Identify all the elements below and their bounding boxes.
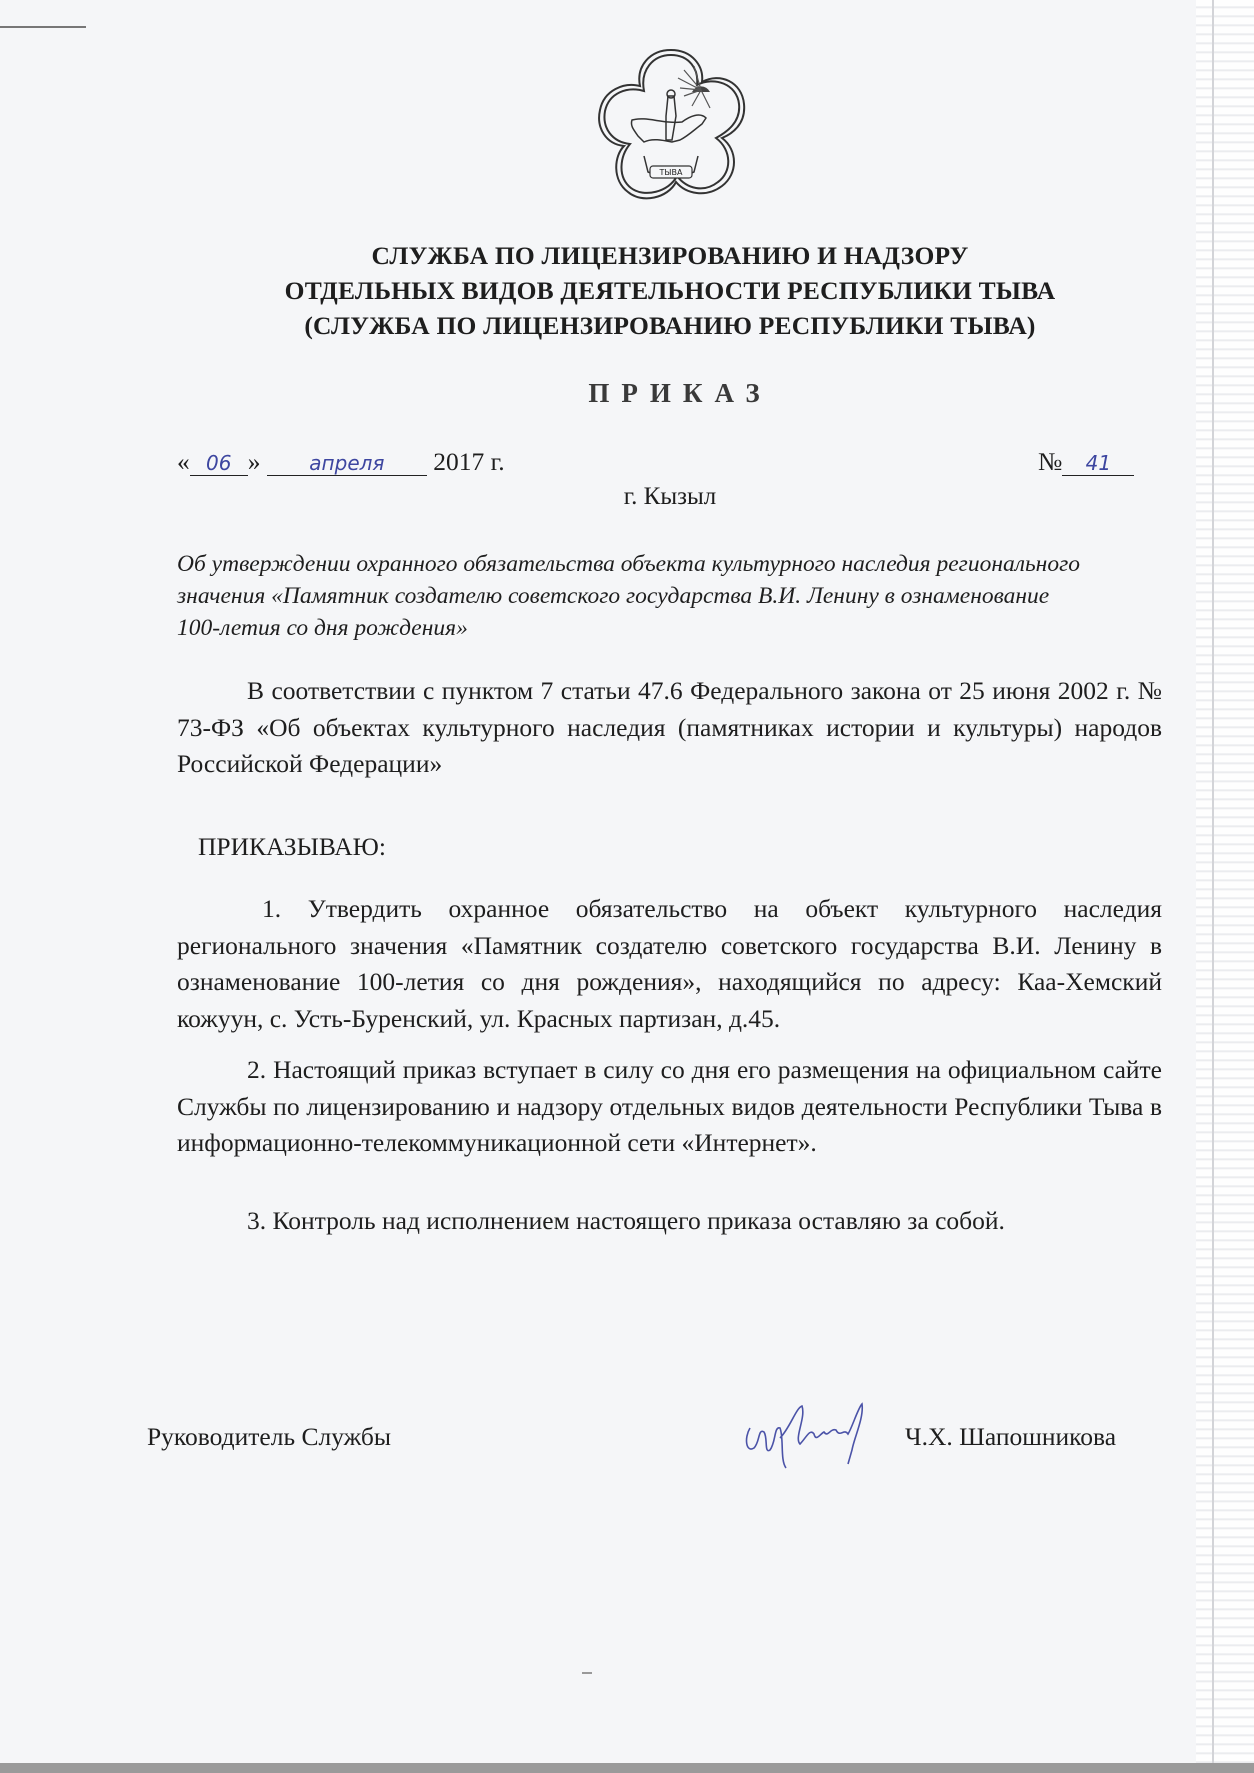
order-date: [177, 447, 505, 477]
date-open-quote: «: [177, 447, 190, 476]
order-subject: Об утверждении охранного обязательства объекта культурного наследия регионального значения «Памятник создателю советского государства В.И. Ленину в ознаменование 100-летия со дня рождения»: [177, 551, 1080, 641]
emblem-label: ТЫВА: [659, 168, 683, 177]
order-word: ПРИКАЗЫВАЮ:: [198, 832, 386, 861]
date-month: апреля: [309, 451, 385, 475]
city: г. Кызыл: [623, 483, 717, 510]
date-close-quote: »: [247, 447, 261, 476]
handwritten-signature-icon: [740, 1398, 920, 1478]
date-day: 06: [206, 451, 232, 475]
scan-corner-mark: [0, 26, 86, 28]
date-year: 2017 г.: [433, 447, 505, 476]
signatory-name: Ч.Х. Шапошникова: [905, 1422, 1117, 1451]
document-type: ПРИКАЗ: [588, 378, 772, 408]
order-item-3: 3. Контроль над исполнением настоящего приказа оставляю за собой.: [247, 1206, 1005, 1235]
tuva-emblem-icon: [592, 44, 750, 206]
signatory-position: Руководитель Службы: [147, 1422, 392, 1451]
order-number: [1038, 447, 1134, 477]
scan-bottom-edge: [0, 1763, 1254, 1773]
legal-basis: В соответствии с пунктом 7 статьи 47.6 Федерального закона от 25 июня 2002 г. № 73-ФЗ «Об объектах культурного наследия (памятниках истории и культуры) народов Российской Федерации»: [177, 676, 1162, 778]
organization-title-line-3: (СЛУЖБА ПО ЛИЦЕНЗИРОВАНИЮ РЕСПУБЛИКИ ТЫВА): [304, 311, 1036, 340]
organization-title-line-1: СЛУЖБА ПО ЛИЦЕНЗИРОВАНИЮ И НАДЗОРУ: [371, 241, 969, 270]
order-item-2: 2. Настоящий приказ вступает в силу со дня его размещения на официальном сайте Службы по лицензированию и надзору отдельных видов деятельности Республики Тыва в информационно-телекоммуникационной сети «Интернет».: [177, 1055, 1162, 1157]
order-item-1: 1. Утвердить охранное обязательство на объект культурного наследия регионального значения «Памятник создателю советского государства В.И. Ленину в ознаменование 100-летия со дня рождения», находящийся по адресу: Каа-Хемский кожуун, с. Усть-Буренский, ул. Красных партизан, д.45.: [177, 894, 1162, 1033]
organization-title-line-2: ОТДЕЛЬНЫХ ВИДОВ ДЕЯТЕЛЬНОСТИ РЕСПУБЛИКИ ТЫВА: [284, 276, 1056, 305]
page-mark: [582, 1672, 592, 1674]
number-value: 41: [1085, 451, 1112, 475]
number-label: №: [1038, 447, 1063, 476]
